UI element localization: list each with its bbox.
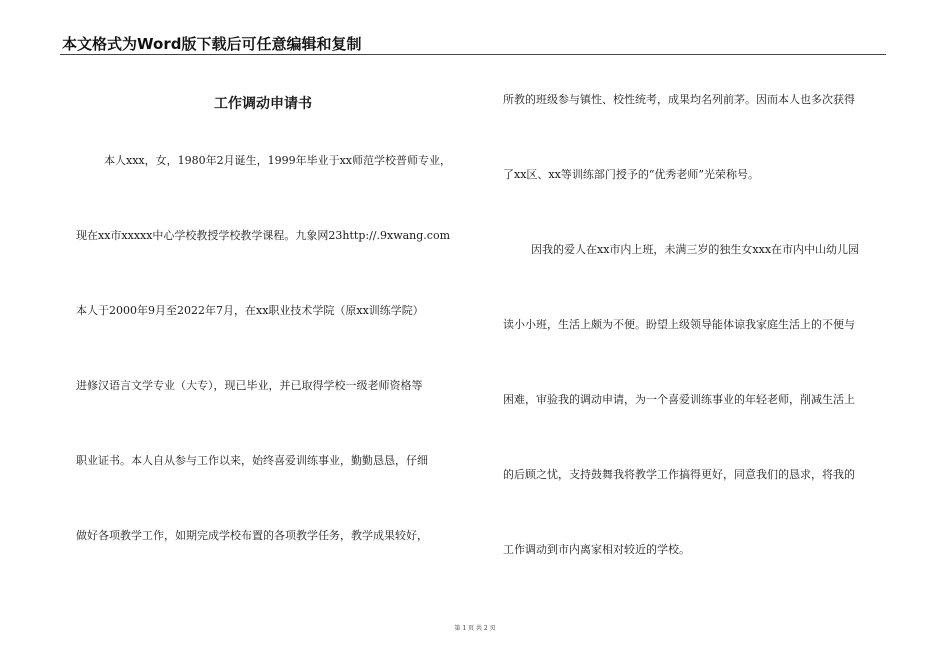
paragraph-line: 工作调动到市内离家相对较近的学校。 bbox=[503, 543, 690, 556]
paragraph-line: 现在xx市xxxxx中心学校教授学校教学课程。九象网23http://.9xwang.com bbox=[76, 229, 451, 242]
header-divider bbox=[60, 54, 886, 55]
document-title: 工作调动申请书 bbox=[214, 96, 312, 112]
paragraph-line: 本人于2000年9月至2022年7月，在xx职业技术学院（原xx训练学院） bbox=[76, 304, 424, 317]
page-number: 第 1 页 共 2 页 bbox=[454, 625, 496, 632]
paragraph-line: 因我的爱人在xx市内上班，未满三岁的独生女xxx在市内中山幼儿园 bbox=[531, 243, 860, 256]
paragraph-line: 读小小班，生活上颇为不便。盼望上级领导能体谅我家庭生活上的不便与 bbox=[503, 318, 855, 331]
paragraph-line: 职业证书。本人自从参与工作以来，始终喜爱训练事业，勤勤恳恳，仔细 bbox=[76, 454, 428, 467]
paragraph-line: 了xx区、xx等训练部门授予的“优秀老师”光荣称号。 bbox=[503, 168, 760, 181]
paragraph-line: 所教的班级参与镇性、校性统考，成果均名列前茅。因而本人也多次获得 bbox=[503, 93, 855, 106]
header-banner: 本文格式为Word版下载后可任意编辑和复制 bbox=[62, 35, 362, 53]
paragraph-line: 本人xxx，女，1980年2月诞生，1999年毕业于xx师范学校普师专业， bbox=[104, 154, 452, 167]
paragraph-line: 的后顾之忧，支持鼓舞我将教学工作搞得更好，同意我们的恳求，将我的 bbox=[503, 468, 855, 481]
paragraph-line: 困难，审验我的调动申请，为一个喜爱训练事业的年轻老师，削减生活上 bbox=[503, 393, 855, 406]
paragraph-line: 进修汉语言文学专业（大专），现已毕业，并已取得学校一级老师资格等 bbox=[76, 379, 423, 392]
paragraph-line: 做好各项教学工作，如期完成学校布置的各项教学任务，教学成果较好， bbox=[76, 529, 428, 542]
